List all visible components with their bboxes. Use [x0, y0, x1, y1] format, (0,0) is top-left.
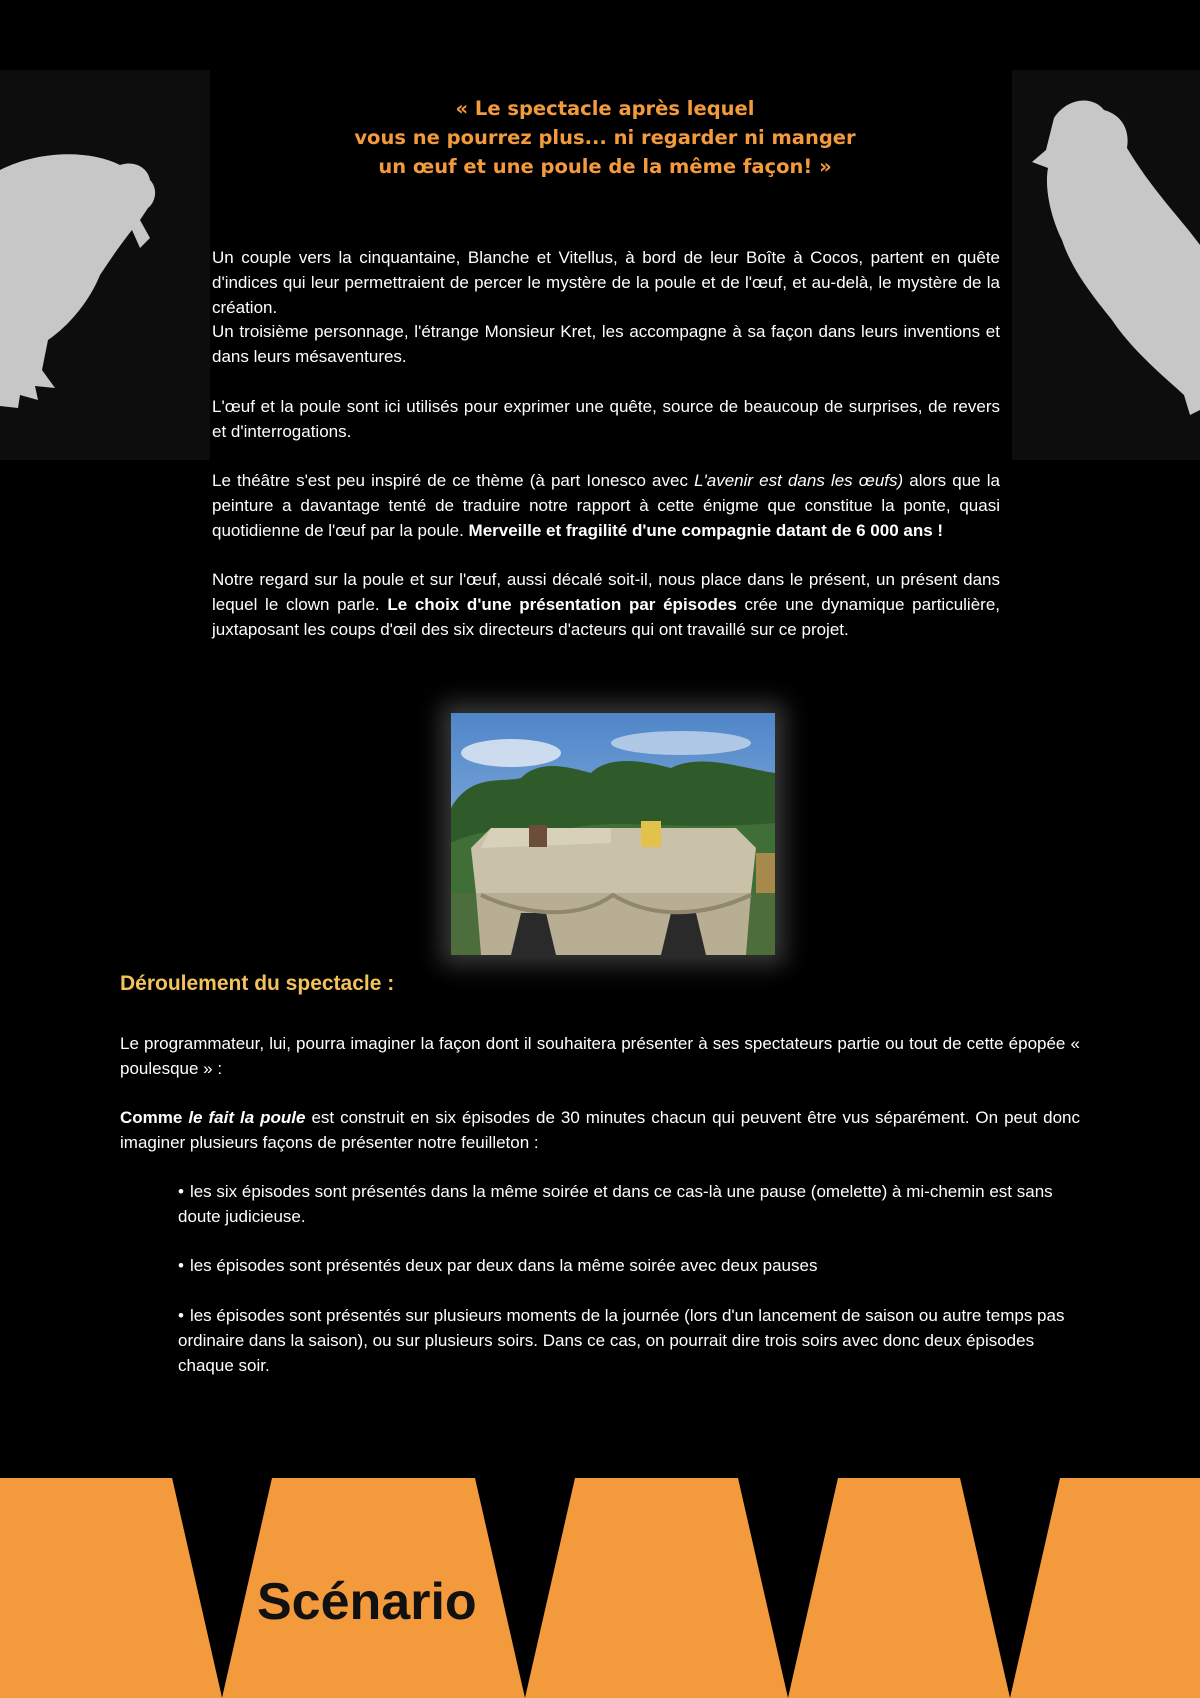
quote-line-1: « Le spectacle après lequel	[455, 97, 755, 120]
section-paragraph-2	[120, 1106, 1080, 1156]
p3-mid: alors que la peinture a davantage tenté de traduire notre rapport à cette énigme que constitue la ponte, quasi quotidienne de l'œuf par la poule.	[212, 471, 1000, 540]
show-title: le fait la poule	[188, 1108, 306, 1128]
orange-zigzag-banner	[0, 1478, 1200, 1698]
section-paragraph-1: Le programmateur, lui, pourra imaginer la façon dont il souhaitera présenter à ses spectateurs partie ou tout de cette épopée « poulesque » :	[120, 1034, 1080, 1078]
ionesco-title: L'avenir est dans les œufs)	[694, 471, 904, 491]
show-photo	[451, 713, 775, 955]
p3-bold: Merveille et fragilité d'une compagnie datant de 6 000 ans !	[468, 520, 944, 540]
intro-paragraph-2: L'œuf et la poule sont ici utilisés pour exprimer une quête, source de beaucoup de surprises, de revers et d'interrogations.	[212, 396, 1000, 441]
photo-illustration	[451, 713, 775, 955]
section-text	[120, 1032, 1080, 1181]
p3-start: Le théâtre s'est peu inspiré de ce thème (à part Ionesco avec	[212, 471, 695, 491]
quote-line-3: un œuf et une poule de la même façon! »	[378, 155, 832, 178]
intro-paragraph-4	[212, 568, 1000, 642]
bullet-icon: •	[178, 1182, 184, 1201]
hen-silhouette-left-icon	[0, 70, 210, 460]
hen-silhouette-right-icon	[1012, 70, 1200, 460]
list-item-text: les épisodes sont présentés deux par deux dans la même soirée avec deux pauses	[189, 1256, 818, 1276]
intro-paragraph-1a: Un couple vers la cinquantaine, Blanche et Vitellus, à bord de leur Boîte à Cocos, partent en quête d'indices qui leur permettraient de percer le mystère de la poule et de l'œuf, et au-delà, le mystère de la création.	[212, 248, 1000, 317]
options-list	[178, 1180, 1080, 1403]
p4-start: Notre regard sur la poule et sur l'œuf, aussi décalé soit-il, nous place dans le présent, un présent dans lequel le clown parle.	[212, 570, 1000, 615]
p4-bold: Le choix d'une présentation par épisodes	[387, 595, 737, 615]
intro-paragraph-3	[212, 469, 1000, 543]
p2-bold: Comme	[120, 1108, 189, 1128]
list-item-text: les six épisodes sont présentés dans la même soirée et dans ce cas-là une pause (omelette) à mi-chemin est sans doute judicieuse.	[178, 1182, 1053, 1226]
section-title: Déroulement du spectacle :	[120, 972, 395, 995]
list-item	[178, 1304, 1080, 1378]
bullet-icon: •	[178, 1305, 184, 1325]
tagline-quote	[230, 94, 980, 181]
bullet-icon: •	[178, 1256, 184, 1276]
list-item	[178, 1180, 1080, 1230]
p2-rest: est construit en six épisodes de 30 minutes chacun qui peuvent être vus séparément. On peut donc imaginer plusieurs façons de présenter notre feuilleton :	[120, 1108, 1081, 1153]
quote-line-2: vous ne pourrez plus... ni regarder ni manger	[354, 126, 856, 149]
intro-paragraph-1b: Un troisième personnage, l'étrange Monsieur Kret, les accompagne à sa façon dans leurs inventions et dans leurs mésaventures.	[212, 322, 1000, 367]
p4-end: crée une dynamique particulière, juxtaposant les coups d'œil des six directeurs d'acteurs qui ont travaillé sur ce projet.	[212, 595, 1000, 639]
list-item-text: les épisodes sont présentés sur plusieurs moments de la journée (lors d'un lancement de saison ou autre temps pas ordinaire dans la saison), ou sur plusieurs soirs. Dans ce cas, on pourrait dire trois soirs avec donc deux épisodes chaque soir.	[178, 1305, 1065, 1375]
list-item	[178, 1254, 1080, 1279]
intro-text	[212, 246, 1000, 668]
footer-title: Scénario	[257, 1573, 477, 1631]
